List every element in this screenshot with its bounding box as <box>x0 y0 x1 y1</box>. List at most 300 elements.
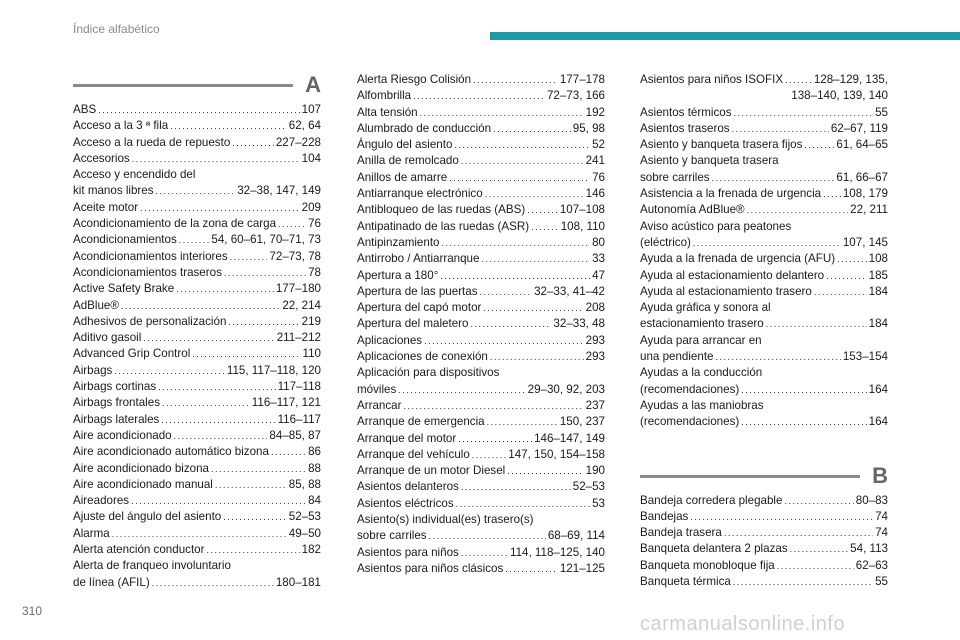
index-entry-row <box>640 349 888 365</box>
dot-leader <box>712 170 835 186</box>
index-entry-row <box>73 135 321 151</box>
index-page-ref: 192 <box>585 105 605 119</box>
index-term: Arranque del vehículo <box>357 447 470 461</box>
index-term: Banqueta monobloque fija <box>640 558 775 572</box>
index-page-ref: 110 <box>302 347 321 361</box>
index-term: Aceite motor <box>73 200 139 214</box>
index-term: Adhesivos de personalización <box>73 314 227 328</box>
index-column-1 <box>73 72 321 591</box>
index-entry <box>357 88 605 104</box>
dot-leader <box>140 200 300 216</box>
index-entry-row <box>640 316 888 332</box>
index-entry <box>357 479 605 495</box>
index-page-ref: 85, 88 <box>288 477 321 491</box>
index-entry <box>640 251 888 267</box>
index-entry <box>73 542 321 558</box>
index-page-ref: 147, 150, 154–158 <box>508 447 605 461</box>
index-term: Aire acondicionado <box>73 428 172 442</box>
index-term: Advanced Grip Control <box>73 347 191 361</box>
index-entry-row <box>357 186 605 202</box>
index-entry-row <box>357 545 605 561</box>
index-term: kit manos libres <box>73 184 154 198</box>
dot-leader <box>206 542 299 558</box>
index-term: Bandeja trasera <box>640 526 722 540</box>
index-entry <box>357 333 605 349</box>
dot-leader <box>440 268 590 284</box>
index-page-ref: 184 <box>868 317 888 331</box>
index-page-ref: 88 <box>308 461 321 475</box>
index-entry-row <box>640 121 888 137</box>
index-entry <box>640 121 888 137</box>
dot-leader <box>837 251 867 267</box>
index-entry-row <box>357 219 605 235</box>
index-entry-row <box>357 479 605 495</box>
index-entry-row <box>357 72 605 88</box>
index-page-ref: 61, 66–67 <box>836 170 888 184</box>
index-page-ref: 55 <box>875 575 888 589</box>
index-entry <box>357 414 605 430</box>
index-term: Alerta Riesgo Colisión <box>357 73 472 86</box>
index-term: Ayuda a la frenada de urgencia (AFU) <box>640 252 836 266</box>
index-page-ref: 185 <box>868 268 888 282</box>
index-term: (eléctrico) <box>640 235 691 249</box>
dot-leader <box>112 526 287 542</box>
index-entry <box>357 512 605 545</box>
index-term: una pendiente <box>640 350 714 364</box>
index-entry-row <box>73 395 321 411</box>
index-term: Anillos de amarre <box>357 170 448 184</box>
index-entry-row <box>357 447 605 463</box>
dot-leader <box>472 447 506 463</box>
index-entry <box>73 102 321 118</box>
index-term: Acondicionamiento de la zona de carga <box>73 217 277 231</box>
index-page-ref: 62–63 <box>855 558 888 572</box>
dot-leader <box>192 346 300 362</box>
index-entry-row <box>73 379 321 395</box>
index-entry-row <box>73 118 321 134</box>
index-page-ref: 104 <box>301 151 321 165</box>
index-entry <box>357 170 605 186</box>
index-term: sobre carriles <box>640 170 710 184</box>
index-entry-row <box>73 493 321 509</box>
index-page-ref: 80 <box>592 235 605 249</box>
dot-leader <box>732 121 829 137</box>
index-page-ref: 80–83 <box>855 493 888 507</box>
index-entry-row <box>640 525 888 541</box>
index-page-ref: 33 <box>592 252 605 266</box>
index-entry <box>73 314 321 330</box>
index-entry-row <box>640 509 888 525</box>
dot-leader <box>420 105 584 121</box>
index-term: AdBlue® <box>73 298 119 312</box>
index-term: Aireadores <box>73 494 130 508</box>
index-entry <box>357 219 605 235</box>
index-entry-row <box>640 558 888 574</box>
dot-leader <box>232 135 274 151</box>
index-entry <box>357 561 605 577</box>
dot-leader <box>826 268 867 284</box>
index-term: Arranque de un motor Diesel <box>357 464 506 478</box>
index-entry-row <box>640 574 888 590</box>
index-entry-row <box>357 431 605 447</box>
index-entry <box>640 365 888 398</box>
index-entry-row <box>357 137 605 153</box>
index-entry-line: Aviso acústico para peatones <box>640 219 792 233</box>
index-page-ref: 32–38, 147, 149 <box>237 184 321 198</box>
index-entry-row <box>357 349 605 365</box>
section-letter: A <box>305 72 321 97</box>
index-entry <box>640 186 888 202</box>
index-page-ref: 107, 145 <box>842 235 888 249</box>
dot-leader <box>461 545 508 561</box>
index-term: Aditivo gasoil <box>73 331 142 345</box>
index-entry <box>640 300 888 333</box>
index-entry <box>73 461 321 477</box>
dot-leader <box>211 461 306 477</box>
index-entry-row <box>640 284 888 300</box>
index-term: Aplicaciones <box>357 333 423 347</box>
index-page-ref: 74 <box>875 509 888 523</box>
index-entry <box>73 330 321 346</box>
index-entry-line: Acceso y encendido del <box>73 168 196 182</box>
index-entry <box>640 525 888 541</box>
index-term: móviles <box>357 382 397 396</box>
index-page-ref: 108, 110 <box>560 219 605 233</box>
index-entry-row <box>640 186 888 202</box>
index-page-ref-continued: 138–140, 139, 140 <box>791 89 888 103</box>
index-term: Asientos para niños <box>357 545 459 559</box>
index-entry <box>73 444 321 460</box>
index-entry-row <box>73 151 321 167</box>
index-entry <box>640 105 888 121</box>
index-page-ref: 211–212 <box>276 331 321 345</box>
index-entry <box>640 574 888 590</box>
index-entry <box>640 558 888 574</box>
index-term: Acceso a la rueda de repuesto <box>73 135 231 149</box>
index-entry <box>73 151 321 167</box>
dot-leader <box>223 509 286 525</box>
index-entry-row <box>73 363 321 379</box>
index-term: Antirrobo / Antiarranque <box>357 252 480 266</box>
index-entry <box>73 135 321 151</box>
index-page-ref: 72–73, 78 <box>269 249 321 263</box>
index-term: (recomendaciones) <box>640 382 740 396</box>
index-term: Ayuda al estacionamiento delantero <box>640 268 825 282</box>
dot-leader <box>179 232 210 248</box>
index-page-ref: 55 <box>875 105 888 119</box>
index-entry-row <box>73 249 321 265</box>
index-page-ref: 146–147, 149 <box>534 431 605 445</box>
index-page-ref: 219 <box>301 314 321 328</box>
index-entry-row <box>73 216 321 232</box>
index-term: Alerta atención conductor <box>73 543 205 557</box>
index-entry-row <box>357 316 605 332</box>
dot-leader <box>493 121 571 137</box>
index-entry <box>73 232 321 248</box>
dot-leader <box>278 216 306 232</box>
dot-leader <box>531 219 559 235</box>
index-entry-line: Aplicación para dispositivos <box>357 366 500 380</box>
index-page-ref: 54, 113 <box>850 542 888 556</box>
index-entry <box>73 379 321 395</box>
index-entry-row <box>357 463 605 479</box>
index-term: (recomendaciones) <box>640 415 740 429</box>
index-term: Apertura de las puertas <box>357 284 478 298</box>
dot-leader <box>473 72 558 88</box>
index-entry <box>640 219 888 252</box>
index-entry <box>73 493 321 509</box>
index-entry <box>73 395 321 411</box>
index-entry <box>73 558 321 591</box>
index-entry-row <box>357 300 605 316</box>
index-term: Apertura del maletero <box>357 317 469 331</box>
index-entry-line: Asiento(s) individual(es) trasero(s) <box>357 513 534 527</box>
dot-leader <box>224 265 306 281</box>
index-entry-row <box>357 153 605 169</box>
dot-leader <box>413 88 545 104</box>
dot-leader <box>174 428 268 444</box>
index-term: Alta tensión <box>357 105 418 119</box>
dot-leader <box>131 493 306 509</box>
index-page-ref: 146 <box>585 187 605 201</box>
index-term: Alarma <box>73 526 110 540</box>
index-page-ref: 52–53 <box>288 510 321 524</box>
index-entry-row <box>73 461 321 477</box>
index-entry-row <box>73 265 321 281</box>
dot-leader <box>230 249 268 265</box>
dot-leader <box>693 235 841 251</box>
section-header <box>73 72 321 102</box>
index-entry-row <box>640 170 888 186</box>
index-page-ref: 190 <box>585 464 605 478</box>
index-term: Antipatinado de las ruedas (ASR) <box>357 219 530 233</box>
index-term: Aplicaciones de conexión <box>357 350 488 364</box>
dot-leader <box>483 300 583 316</box>
index-entry <box>357 398 605 414</box>
index-page-ref: 184 <box>868 284 888 298</box>
index-term: Airbags frontales <box>73 396 160 410</box>
index-entry <box>73 265 321 281</box>
index-term: Aire acondicionado automático bizona <box>73 445 269 459</box>
index-column-2 <box>357 72 605 577</box>
index-page-ref: 177–178 <box>559 73 605 86</box>
index-term: Antipinzamiento <box>357 235 440 249</box>
index-term: Asistencia a la frenada de urgencia <box>640 187 822 201</box>
dot-leader <box>456 496 590 512</box>
index-entry <box>73 118 321 134</box>
section-gap <box>640 431 888 463</box>
index-entry-row <box>73 477 321 493</box>
dot-leader <box>215 477 287 493</box>
dot-leader <box>690 509 873 525</box>
index-term: Airbags laterales <box>73 412 160 426</box>
index-entry-row <box>640 268 888 284</box>
dot-leader <box>458 431 532 447</box>
index-term: Bandejas <box>640 509 689 523</box>
index-term: Active Safety Brake <box>73 282 175 296</box>
index-entry <box>73 200 321 216</box>
index-term: Autonomía AdBlue® <box>640 203 745 217</box>
index-entry <box>73 477 321 493</box>
index-page-ref: 108 <box>868 252 888 266</box>
dot-leader <box>471 316 552 332</box>
index-term: Aire acondicionado manual <box>73 477 213 491</box>
index-term: Apertura del capó motor <box>357 301 482 315</box>
index-entry <box>357 316 605 332</box>
dot-leader <box>747 202 849 218</box>
index-entry <box>357 153 605 169</box>
section-header <box>640 463 888 493</box>
index-entry-row <box>357 170 605 186</box>
index-entry <box>640 153 888 186</box>
dot-leader <box>161 412 275 428</box>
index-entry <box>73 509 321 525</box>
index-page-ref: 61, 64–65 <box>836 138 888 152</box>
index-page-ref: 108, 179 <box>842 187 888 201</box>
dot-leader <box>724 525 873 541</box>
index-entry-row <box>73 575 321 591</box>
index-entry-row <box>357 382 605 398</box>
index-entry-line: Ayuda gráfica y sonora al <box>640 301 771 315</box>
dot-leader <box>228 314 299 330</box>
dot-leader <box>156 183 236 199</box>
index-entry <box>357 284 605 300</box>
index-entry <box>357 496 605 512</box>
index-page-ref: 74 <box>875 526 888 540</box>
index-entry-row <box>640 235 888 251</box>
index-entry-row <box>357 88 605 104</box>
index-term: Aire acondicionado bizona <box>73 461 210 475</box>
index-term: Arranque del motor <box>357 431 457 445</box>
index-page-ref: 116–117, 121 <box>251 396 321 410</box>
index-page-ref: 68–69, 114 <box>547 529 605 543</box>
index-entry <box>357 268 605 284</box>
index-entry-line: Ayudas a las maniobras <box>640 398 764 412</box>
dot-leader <box>734 105 874 121</box>
index-entry-row <box>357 268 605 284</box>
index-page-ref: 22, 211 <box>850 203 888 217</box>
index-entry-row <box>357 251 605 267</box>
dot-leader <box>449 170 590 186</box>
index-page-ref: 121–125 <box>559 561 605 575</box>
index-term: Antibloqueo de las ruedas (ABS) <box>357 203 526 217</box>
index-entry-row <box>357 333 605 349</box>
index-entry <box>640 202 888 218</box>
index-page-ref: 49–50 <box>288 526 321 540</box>
index-entry <box>640 333 888 366</box>
dot-leader <box>481 251 590 267</box>
index-entry-row <box>73 183 321 199</box>
index-entry <box>73 281 321 297</box>
index-column-3 <box>640 72 888 590</box>
index-entry <box>73 249 321 265</box>
index-term: Accesorios <box>73 151 130 165</box>
index-entry-row <box>640 202 888 218</box>
index-entry-row <box>640 382 888 398</box>
dot-leader <box>121 298 280 314</box>
index-term: Antiarranque electrónico <box>357 187 483 201</box>
index-entry-row <box>73 102 321 118</box>
index-page-ref: 164 <box>868 382 888 396</box>
index-entry <box>357 121 605 137</box>
dot-leader <box>480 284 533 300</box>
index-entry-row <box>73 232 321 248</box>
index-entry-row <box>357 561 605 577</box>
index-entry-row <box>73 444 321 460</box>
index-term: Asientos traseros <box>640 121 730 135</box>
index-entry <box>357 545 605 561</box>
index-entry-row <box>357 528 605 544</box>
index-page-ref: 153–154 <box>842 350 888 364</box>
index-entry-row <box>73 314 321 330</box>
index-page-ref: 53 <box>592 496 605 510</box>
index-entry <box>640 137 888 153</box>
index-entry-line: Ayuda para arrancar en <box>640 333 762 347</box>
dot-leader <box>98 102 299 118</box>
index-page-ref: 241 <box>585 154 605 168</box>
index-entry-row <box>357 284 605 300</box>
index-entry <box>357 365 605 398</box>
dot-leader <box>505 561 558 577</box>
dot-leader <box>454 137 590 153</box>
index-page-ref: 76 <box>592 170 605 184</box>
index-term: Asientos para niños ISOFIX <box>640 73 784 86</box>
index-term: Banqueta delantera 2 plazas <box>640 542 788 556</box>
index-page-ref: 84–85, 87 <box>269 428 321 442</box>
index-entry <box>73 298 321 314</box>
index-entry <box>640 72 888 105</box>
dot-leader <box>777 558 854 574</box>
index-page-ref: 76 <box>308 217 321 231</box>
index-term: Acceso a la 3 ª fila <box>73 119 169 133</box>
index-entry <box>640 398 888 431</box>
dot-leader <box>403 398 583 414</box>
dot-leader <box>158 379 275 395</box>
dot-leader <box>733 574 873 590</box>
index-page-ref: 182 <box>301 543 321 557</box>
index-entry <box>357 463 605 479</box>
section-rule <box>640 475 860 478</box>
index-term: Airbags cortinas <box>73 380 157 394</box>
index-page-ref: 293 <box>585 333 605 347</box>
index-entry <box>640 284 888 300</box>
index-page-ref: 116–117 <box>277 412 321 426</box>
index-entry <box>640 509 888 525</box>
index-entry <box>357 202 605 218</box>
dot-leader <box>741 414 866 430</box>
index-term: Asientos delanteros <box>357 480 459 494</box>
index-term: Asientos térmicos <box>640 105 732 119</box>
index-entry <box>357 431 605 447</box>
index-entry <box>357 186 605 202</box>
index-entry <box>357 349 605 365</box>
index-entry-row <box>640 251 888 267</box>
index-entry <box>73 526 321 542</box>
index-page-ref: 177–180 <box>275 282 321 296</box>
index-term: Arrancar <box>357 398 402 412</box>
dot-leader <box>176 281 274 297</box>
index-term: Acondicionamientos interiores <box>73 249 228 263</box>
index-term: estacionamiento trasero <box>640 317 764 331</box>
dot-leader <box>741 382 866 398</box>
index-page-ref: 208 <box>585 301 605 315</box>
index-page-ref: 29–30, 92, 203 <box>527 382 605 396</box>
index-page-ref: 52 <box>592 138 605 152</box>
index-term: ABS <box>73 103 97 116</box>
index-entry <box>640 541 888 557</box>
index-entry-row <box>640 541 888 557</box>
index-entry-row <box>640 493 888 509</box>
